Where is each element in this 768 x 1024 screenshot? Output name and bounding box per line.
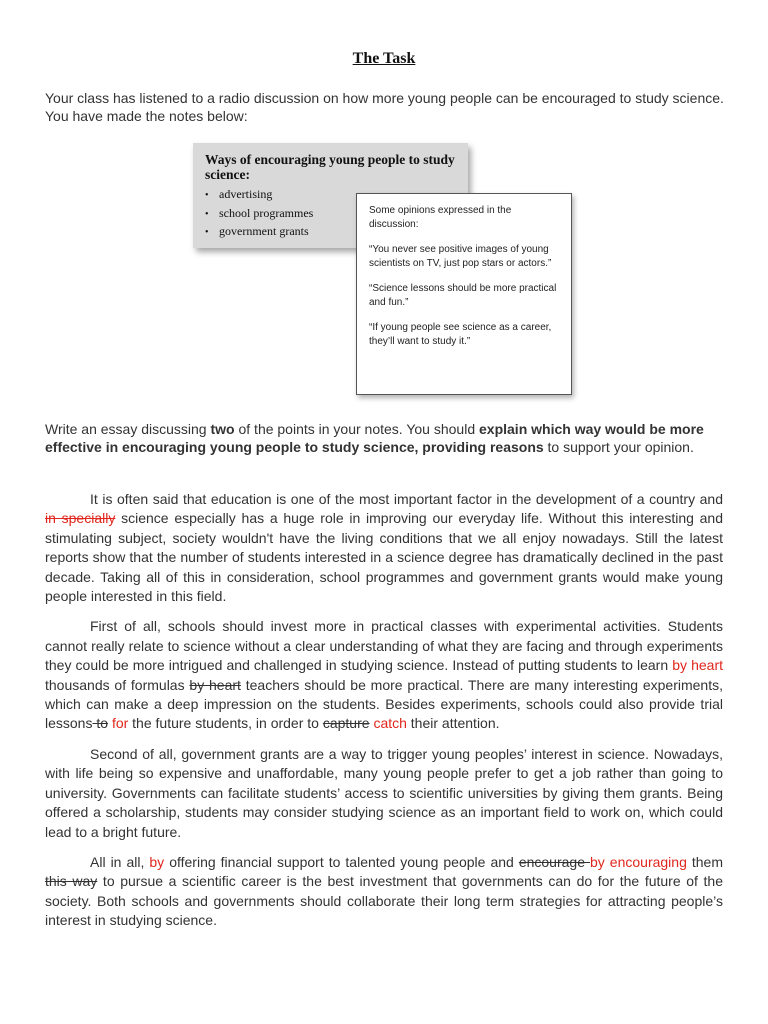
opinions-heading: Some opinions expressed in the discussion:: [369, 205, 512, 230]
notes-heading: Ways of encouraging young people to study science:: [205, 152, 455, 182]
essay-paragraph-1: It is often said that education is one of the most important factor in the development of a country and in specially science especially has a huge role in improving our everyday life. Without this interesting and stimulating subject, society wouldn't have the living conditions that we all enjoy nowadays. Still the latest reports show that the number of students interested in a science degree has dramatically declined in the past decade. Taking all of this in consideration, school programmes and government grants would make young people interested in this field.: [45, 491, 723, 605]
page-title: The Task: [352, 50, 416, 67]
bullet-icon: •: [205, 190, 209, 201]
essay-body: [45, 490, 723, 942]
essay-prompt: Write an essay discussing two of the points in your notes. You should explain which way would be more effective in encouraging young people to study science, providing reasons to support your opinion.: [45, 421, 704, 455]
essay-paragraph-4: All in all, by offering financial support to talented young people and encourage by encouraging them this way to pursue a scientific career is the best investment that governments can do for the future of the society. Both schools and governments should collaborate their long term strategies for attracting people’s interest in studying science.: [45, 853, 723, 929]
opinion-quote: “You never see positive images of young scientists on TV, just pop stars or actors.”: [369, 244, 552, 269]
essay-paragraph-3: Second of all, government grants are a way to trigger young peoples’ interest in science. Nowadays, with life being so expensive and unaffordable, many young people prefer to get a job rather than going to university. Governments can facilitate students’ access to scientific universities by giving them grants. Being offered a scholarship, students may consider studying science as an important field to work on, which could lead to a bright future.: [45, 745, 723, 840]
inserted-text: by: [149, 853, 165, 870]
deleted-text: in specially: [45, 510, 116, 527]
deleted-text: to: [92, 715, 109, 732]
inserted-text: catch: [373, 715, 407, 732]
opinions-card: [356, 193, 572, 395]
notes-item: • government grants: [205, 223, 456, 242]
inserted-text: by encouraging: [590, 853, 687, 870]
deleted-text: by heart: [189, 676, 241, 693]
opinion-quote: “If young people see science as a career, they’ll want to study it.”: [369, 322, 552, 347]
bullet-icon: •: [205, 227, 209, 238]
deleted-text: this way: [45, 873, 98, 890]
inserted-text: for: [111, 715, 129, 732]
task-intro: Your class has listened to a radio discussion on how more young people can be encouraged to study science. You have made the notes below:: [45, 90, 724, 124]
notes-item: • school programmes: [205, 205, 456, 224]
bullet-icon: •: [205, 208, 209, 220]
deleted-text: capture: [322, 715, 370, 732]
opinion-quote: “Science lessons should be more practical and fun.”: [369, 283, 557, 308]
essay-paragraph-2: First of all, schools should invest more in practical classes with experimental activities. Students cannot really relate to science without a clear understanding of what they are facing and through experiments they could be more intrigued and challenged in studying science. Instead of putting students to learn by heart thousands of formulas by heart teachers should be more practical. There are many interesting experiments, which can make a deep impression on the students. Besides experiments, schools could also provide trial lessons to for the future students, in order to capture catch their attention.: [45, 618, 723, 732]
inserted-text: by heart: [672, 657, 723, 674]
notes-item: • advertising: [205, 186, 456, 205]
deleted-text: encourage: [518, 853, 590, 870]
